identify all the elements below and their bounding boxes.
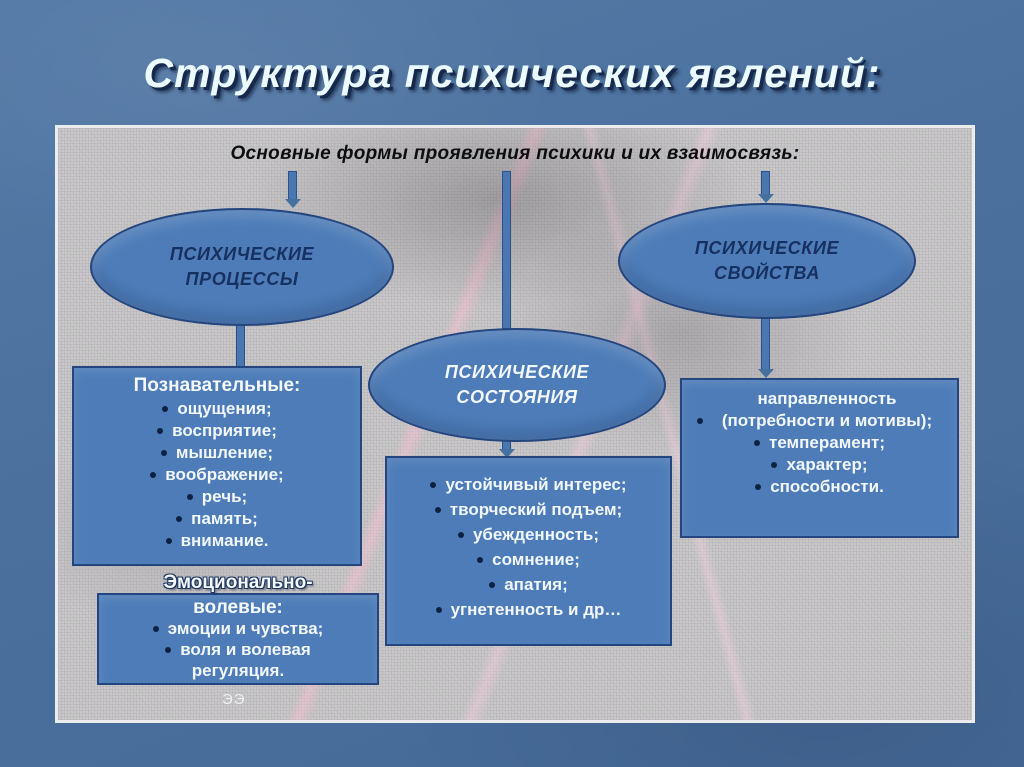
- bullet-icon: [161, 450, 167, 456]
- ellipse-states-line2: СОСТОЯНИЯ: [456, 387, 578, 407]
- ellipse-psychic-properties: [618, 203, 916, 319]
- list-item: [74, 442, 360, 464]
- list-item-label: сомнение;: [492, 550, 580, 569]
- bullet-icon: [697, 418, 703, 424]
- bullet-icon: [771, 462, 777, 468]
- box-properties: [680, 378, 959, 538]
- list-item: [74, 420, 360, 442]
- list-item-label: творческий подъем;: [449, 500, 623, 519]
- bullet-icon: [458, 532, 464, 538]
- list-item: [74, 508, 360, 530]
- bullet-icon: [435, 507, 441, 513]
- box-cognitive-title: Познавательные:: [133, 375, 301, 396]
- list-item: [387, 547, 670, 572]
- list-item-label: характер;: [786, 455, 868, 474]
- list-item-label: угнетенность и др…: [450, 600, 622, 619]
- list-item-label: внимание.: [180, 531, 269, 550]
- list-item-label: речь;: [201, 487, 248, 506]
- bullet-icon: [755, 484, 761, 490]
- list-item: [74, 464, 360, 486]
- bullet-icon: [489, 582, 495, 588]
- arrowhead-properties-icon: [758, 194, 774, 203]
- list-item-label: память;: [191, 509, 258, 528]
- bullet-icon: [150, 472, 156, 478]
- list-item: [387, 472, 670, 497]
- slide-title: Структура психических явлений:: [143, 50, 881, 96]
- list-item: [682, 476, 957, 498]
- connector-heading-to-properties: [762, 172, 769, 195]
- bullet-icon: [477, 557, 483, 563]
- diagram-panel: [55, 125, 975, 723]
- slide-footer-mark: ЭЭ: [222, 691, 246, 708]
- bullet-icon: [157, 428, 163, 434]
- list-item-label: ощущения;: [177, 399, 272, 418]
- bullet-icon: [162, 406, 168, 412]
- box-properties-list: [682, 388, 957, 498]
- list-item: [387, 522, 670, 547]
- arrowhead-processes-icon: [285, 199, 301, 208]
- bullet-icon: [176, 516, 182, 522]
- list-item-label: направленность (потребности и мотивы);: [721, 389, 933, 430]
- list-item: [74, 486, 360, 508]
- box-emotional-title-line1: Эмоционально-: [163, 572, 313, 593]
- bullet-icon: [187, 494, 193, 500]
- ellipse-states-line1: ПСИХИЧЕСКИЕ: [444, 361, 590, 382]
- ellipse-processes-line1: ПСИХИЧЕСКИЕ: [169, 243, 315, 264]
- ellipse-psychic-states: [368, 328, 666, 442]
- bullet-icon: [153, 626, 159, 632]
- ellipse-properties-line2: СВОЙСТВА: [714, 263, 820, 283]
- ellipse-properties-line1: ПСИХИЧЕСКИЕ: [694, 237, 840, 258]
- list-item: [682, 432, 957, 454]
- ellipse-processes-line2: ПРОЦЕССЫ: [185, 269, 299, 289]
- list-item-label: темперамент;: [769, 433, 885, 452]
- bullet-icon: [754, 440, 760, 446]
- list-item-label: апатия;: [504, 575, 568, 594]
- box-cognitive-list: [74, 398, 360, 552]
- list-item: [387, 497, 670, 522]
- list-item-label: устойчивый интерес;: [445, 475, 627, 494]
- list-item: [682, 454, 957, 476]
- bullet-icon: [165, 647, 171, 653]
- list-item: [682, 388, 957, 432]
- connector-heading-to-processes: [289, 172, 296, 200]
- list-item-label: воля и волевая регуляция.: [180, 640, 311, 680]
- box-emotional: [97, 572, 379, 685]
- box-states-list: [387, 472, 670, 622]
- list-item: [74, 530, 360, 552]
- list-item: [387, 597, 670, 622]
- connector-heading-to-states: [503, 172, 510, 328]
- ellipse-psychic-processes: [90, 208, 394, 326]
- box-cognitive: [72, 366, 362, 566]
- list-item-label: восприятие;: [172, 421, 277, 440]
- bullet-icon: [436, 607, 442, 613]
- box-emotional-list: [99, 618, 377, 681]
- list-item-label: эмоции и чувства;: [167, 619, 324, 638]
- list-item-label: способности.: [770, 477, 884, 496]
- list-item-label: мышление;: [175, 443, 274, 462]
- list-item: [387, 572, 670, 597]
- list-item: [123, 639, 353, 681]
- list-item: [74, 398, 360, 420]
- list-item-label: воображение;: [165, 465, 284, 484]
- box-states: [385, 456, 672, 646]
- list-item: [99, 618, 377, 639]
- arrowhead-properties-box-icon: [758, 369, 774, 378]
- connector-properties-to-properties-box: [762, 314, 769, 370]
- list-item-label: убежденность;: [472, 525, 600, 544]
- bullet-icon: [430, 482, 436, 488]
- connector-processes-to-cognitive-box: [237, 321, 244, 366]
- bullet-icon: [166, 538, 172, 544]
- diagram-heading: Основные формы проявления психики и их взаимосвязь:: [230, 143, 800, 164]
- box-emotional-title-line2: волевые:: [193, 597, 283, 618]
